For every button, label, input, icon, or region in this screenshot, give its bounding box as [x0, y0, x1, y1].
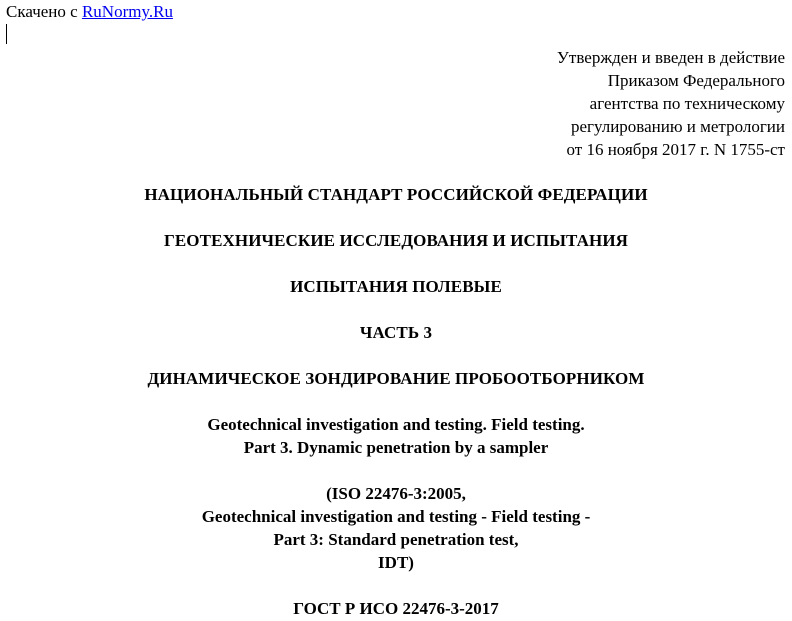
- standard-type-heading: НАЦИОНАЛЬНЫЙ СТАНДАРТ РОССИЙСКОЙ ФЕДЕРАЦИИ: [144, 185, 648, 204]
- iso-reference-line: IDT): [378, 553, 414, 572]
- source-line: [6, 2, 173, 22]
- part-heading: ЧАСТЬ 3: [359, 323, 433, 342]
- iso-reference-line: Geotechnical investigation and testing - Field testing -: [201, 507, 591, 526]
- subtitle-heading: ИСПЫТАНИЯ ПОЛЕВЫЕ: [290, 277, 502, 296]
- source-link[interactable]: RuNormy.Ru: [81, 2, 173, 21]
- approval-line: от 16 ноября 2017 г. N 1755-ст: [566, 140, 785, 159]
- iso-reference-line: Part 3: Standard penetration test,: [273, 530, 519, 549]
- part-title-heading: ДИНАМИЧЕСКОЕ ЗОНДИРОВАНИЕ ПРОБООТБОРНИКОМ: [147, 369, 645, 388]
- approval-line: регулированию и метрологии: [570, 117, 785, 136]
- approval-line: Приказом Федерального: [607, 71, 785, 90]
- approval-line: агентства по техническому: [589, 94, 785, 113]
- source-prefix: Скачено с: [6, 2, 82, 21]
- text-cursor: [6, 24, 7, 44]
- approval-block: [557, 46, 785, 161]
- subject-heading: ГЕОТЕХНИЧЕСКИЕ ИССЛЕДОВАНИЯ И ИСПЫТАНИЯ: [163, 231, 629, 250]
- standard-designation: ГОСТ Р ИСО 22476-3-2017: [293, 599, 499, 618]
- english-title-line: Geotechnical investigation and testing. Field testing.: [207, 415, 585, 434]
- english-title-line: Part 3. Dynamic penetration by a sampler: [243, 438, 549, 457]
- approval-line: Утвержден и введен в действие: [556, 48, 785, 67]
- iso-reference-line: (ISO 22476-3:2005,: [326, 484, 466, 503]
